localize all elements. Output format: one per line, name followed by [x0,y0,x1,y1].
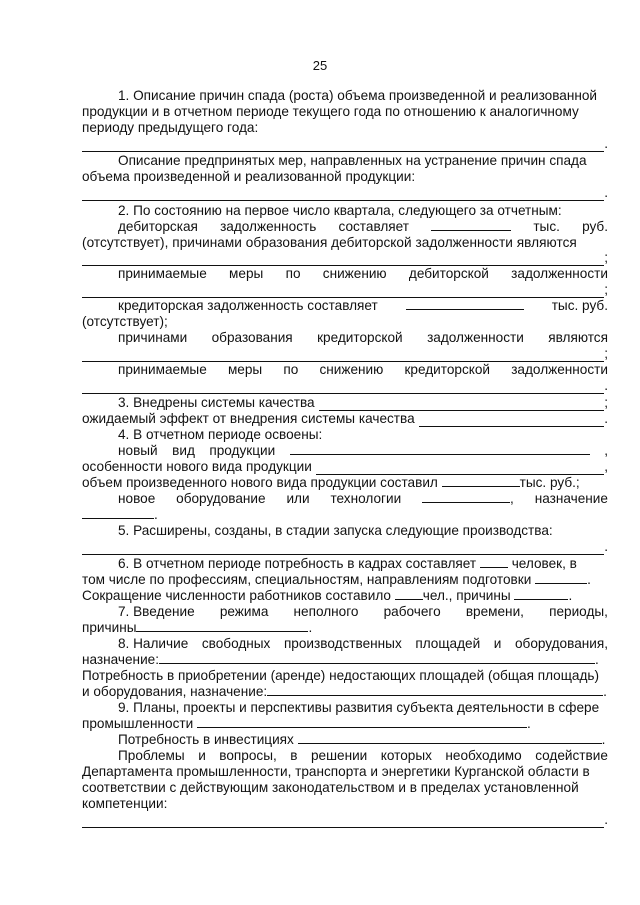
reduction-reasons-field[interactable] [514,588,568,600]
s1-blank1[interactable]: . [82,136,608,152]
s9-line7: компетенции: [82,796,168,811]
s9-line4: Проблемы и вопросы, в решении которых необходимо содействие [118,748,608,763]
s4-line5: новое оборудование или технологии , назначение [118,491,608,506]
s4-line3[interactable]: особенности нового вида продукции , [82,459,608,474]
s5-blank[interactable]: . [82,539,608,555]
s7-line2[interactable]: причины . [82,620,313,635]
s2-credit-line: кредиторская задолженность составляет тыс. руб. [118,298,608,313]
s2-cred-reason: причинами образования кредиторской задолженности являются [118,330,608,345]
s6-line3: Сокращение численности работников составило чел., причины . [82,588,573,603]
s9-blank[interactable]: . [82,812,608,828]
staff-reduction-field[interactable] [395,588,423,600]
s8-line2[interactable]: назначение: . [82,652,599,667]
s1-blank2[interactable]: . [82,185,608,201]
s2-blank3[interactable]: ; [82,346,608,362]
s1-line6: объема произведенной и реализованной продукции: [82,169,416,184]
staff-need-field[interactable] [480,556,508,568]
s2-blank4[interactable]: . [82,378,608,394]
new-product-field[interactable] [290,443,590,455]
s4-line1: 4. В отчетном периоде освоены: [118,427,323,442]
s4-line2: новый вид продукции , [118,443,608,458]
s4-line6[interactable]: . [82,507,608,523]
credit-amount-field[interactable] [406,298,524,310]
s9-line6: соответствии с действующим законодательством и в пределах установленной [82,780,579,795]
s1-line1: 1. Описание причин спада (роста) объема произведенной и реализованной [118,88,597,103]
s1-line3: периоду предыдущего года: [82,120,259,135]
s9-line3[interactable]: Потребность в инвестициях . [118,732,606,747]
s7-line1: 7. Введение режима неполного рабочего времени, периоды, [118,604,608,619]
s2-line1: 2. По состоянию на первое число квартала, следующего за отчетным: [118,203,562,218]
s5-line1: 5. Расширены, созданы, в стадии запуска следующие производства: [118,523,553,538]
page-number: 25 [312,58,328,73]
s2-deb-measures: принимаемые меры по снижению дебиторской задолженности [118,266,608,281]
s9-line1: 9. Планы, проекты и перспективы развития субъекта деятельности в сфере [118,700,600,715]
s2-blank2[interactable]: ; [82,282,608,298]
equipment-field[interactable] [422,491,510,503]
s9-line2[interactable]: промышленности . [82,716,531,731]
s8-line1: 8. Наличие свободных производственных площадей и оборудования, [118,636,608,651]
s1-line2: продукции и в отчетном периоде текущего года по отношению к аналогичному [82,104,579,119]
professions-field[interactable] [535,572,587,584]
s4-line4: объем произведенного нового вида продукции составил тыс. руб.; [82,475,580,490]
s2-debitor-line: дебиторская задолженность составляет тыс. руб. [118,219,608,234]
s3-line2[interactable]: ожидаемый эффект от внедрения системы качества . [82,411,608,426]
s2-cred-measures: принимаемые меры по снижению кредиторской задолженности [118,362,608,377]
s9-line5: Департамента промышленности, транспорта и энергетики Курганской области в [82,764,590,779]
new-product-volume-field[interactable] [442,475,520,487]
debitor-amount-field[interactable] [431,219,511,231]
s3-line1[interactable]: 3. Внедрены системы качества ; [118,395,608,410]
s2-line3: (отсутствует), причинами образования дебиторской задолженности являются [82,235,577,250]
s6-line1: 6. В отчетном периоде потребность в кадрах составляет человек, в [118,556,577,571]
s2-blank1[interactable]: ; [82,250,608,266]
s8-line4[interactable]: и оборудования, назначение: . [82,684,607,699]
s6-line2: том числе по профессиям, специальностям, направлениям подготовки . [82,572,591,587]
s2-line8: (отсутствует); [82,314,168,329]
s8-line3: Потребность в приобретении (аренде) недостающих площадей (общая площадь) [82,668,599,683]
s1-line5: Описание предпринятых мер, направленных на устранение причин спада [118,153,587,168]
